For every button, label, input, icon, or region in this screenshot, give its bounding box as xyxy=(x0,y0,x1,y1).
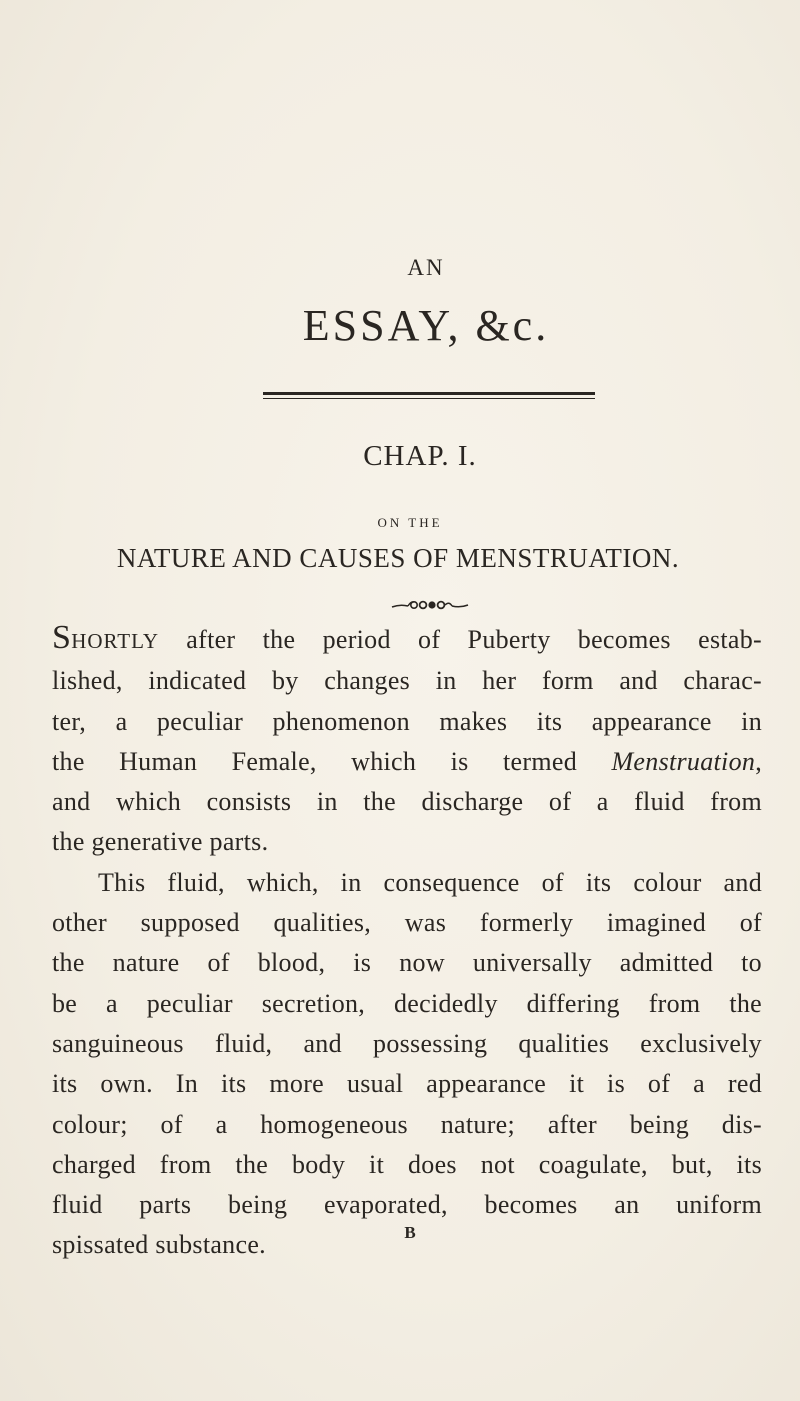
p2-line-5: sanguineous fluid, and possessing qualities exclusively xyxy=(52,1028,762,1058)
body-text xyxy=(52,618,762,1266)
title-an: AN xyxy=(407,255,445,280)
chapter-heading: NATURE AND CAUSES OF MENSTRUATION. xyxy=(116,543,680,573)
signature-mark: B xyxy=(404,1223,416,1242)
p1-line-1-rest: after the period of Puberty becomes estab- xyxy=(159,625,762,654)
ornament-flourish-icon xyxy=(30,594,800,620)
small-caps-word: HORTLY xyxy=(71,629,160,653)
p1-line-4-post: , xyxy=(755,746,762,776)
italic-term: Menstruation xyxy=(611,746,756,776)
p1-line-1 xyxy=(52,618,762,661)
p2-line-9: fluid parts being evaporated, becomes an uniform xyxy=(52,1190,762,1220)
p1-line-4-pre: the Human Female, which is termed xyxy=(52,746,612,776)
p1-line-2: lished, indicated by changes in her form and charac- xyxy=(52,666,762,696)
p2-line-8: charged from the body it does not coagulate, but, its xyxy=(52,1149,762,1179)
p1-line-5: and which consists in the discharge of a fluid from xyxy=(52,787,762,817)
p2-line-1: This fluid, which, in consequence of its colour and xyxy=(98,867,762,897)
p1-line-6: the generative parts. xyxy=(52,827,269,857)
chapter-number: CHAP. I. xyxy=(363,440,477,472)
p2-line-7: colour; of a homogeneous nature; after being dis- xyxy=(52,1109,762,1139)
p2-line-2: other supposed qualities, was formerly imagined of xyxy=(52,908,762,938)
p2-line-3: the nature of blood, is now universally admitted to xyxy=(52,948,762,978)
title-essay: ESSAY, &c. xyxy=(302,301,550,350)
p1-line-4 xyxy=(52,742,762,782)
p2-line-10: spissated substance. xyxy=(52,1230,266,1260)
drop-cap: S xyxy=(52,619,72,656)
p2-line-4: be a peculiar secretion, decidedly differing from the xyxy=(52,988,762,1018)
p2-line-6: its own. In its more usual appearance it is of a red xyxy=(52,1069,762,1099)
chapter-on-the: ON THE xyxy=(377,515,443,530)
title-rule-thin xyxy=(263,398,595,399)
p1-line-3: ter, a peculiar phenomenon makes its appearance in xyxy=(52,706,762,736)
title-rule-thick xyxy=(263,392,595,395)
